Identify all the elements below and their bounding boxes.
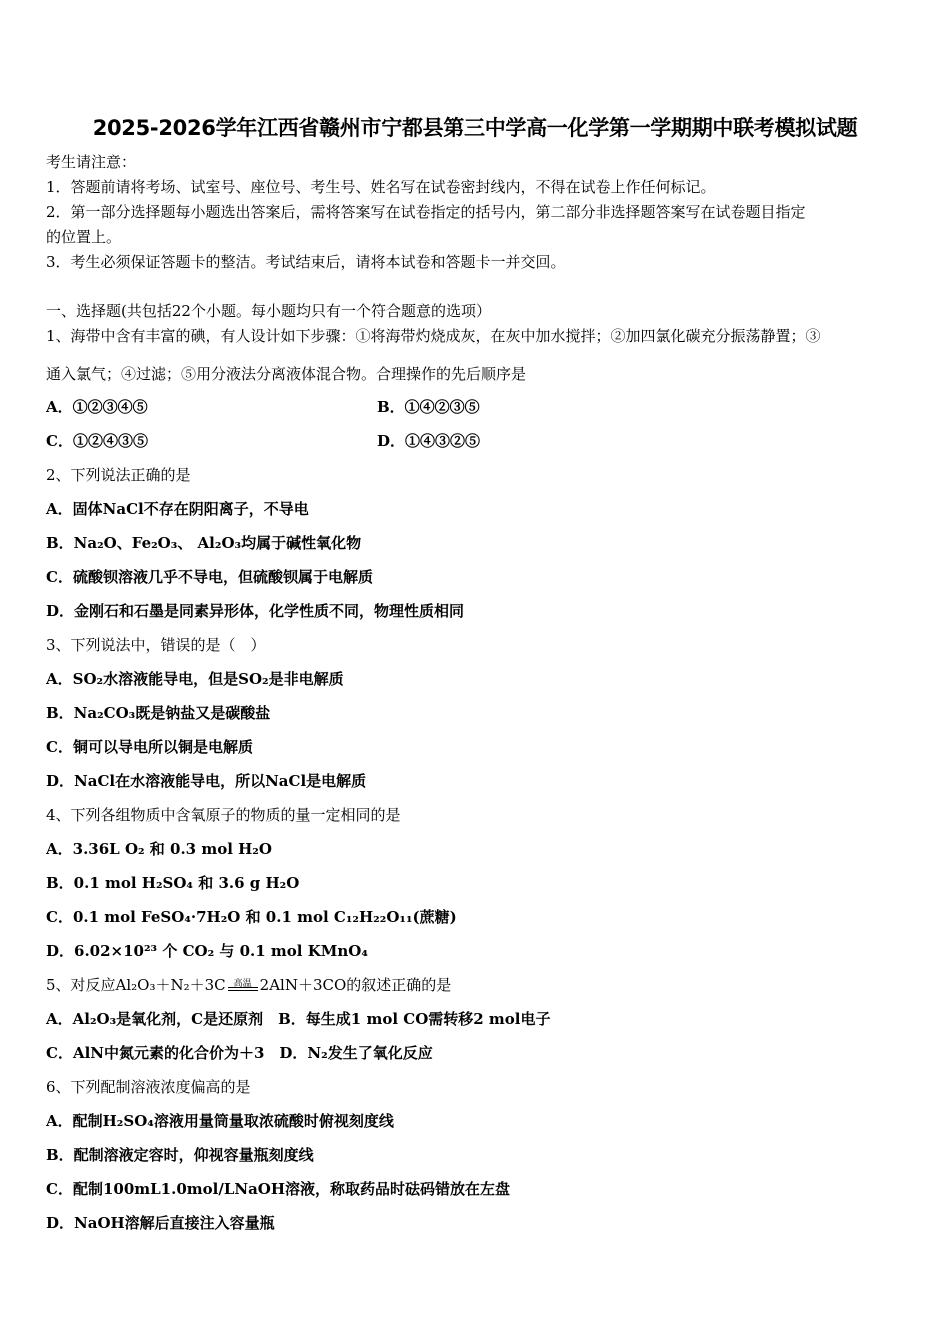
question-stem: 4、下列各组物质中含氧原子的物质的量一定相同的是 <box>46 806 401 824</box>
option-a: A．配制H₂SO₄溶液用量筒量取浓硫酸时俯视刻度线 <box>46 1112 394 1130</box>
option-b: B．配制溶液定容时，仰视容量瓶刻度线 <box>46 1146 314 1164</box>
option-d: D．6.02×10²³ 个 CO₂ 与 0.1 mol KMnO₄ <box>46 942 368 960</box>
option-a: A．SO₂水溶液能导电，但是SO₂是非电解质 <box>46 670 344 688</box>
question-stem: 通入氯气；④过滤；⑤用分液法分离液体混合物。合理操作的先后顺序是 <box>46 365 527 383</box>
option-c: C．0.1 mol FeSO₄·7H₂O 和 0.1 mol C₁₂H₂₂O₁₁(蔗糖) <box>46 908 457 926</box>
page-title: 2025-2026学年江西省赣州市宁都县第三中学高一化学第一学期期中联考模拟试题 <box>92 116 858 140</box>
option-b: B．0.1 mol H₂SO₄ 和 3.6 g H₂O <box>46 874 300 892</box>
option-c: C．配制100mL1.0mol/LNaOH溶液，称取药品时砝码错放在左盘 <box>46 1180 511 1198</box>
option-a: A．固体NaCl不存在阴阳离子，不导电 <box>46 500 309 518</box>
notice-item: 1．答题前请将考场、试室号、座位号、考生号、姓名写在试卷密封线内，不得在试卷上作任何标记。 <box>46 178 716 196</box>
option-c: C．铜可以导电所以铜是电解质 <box>46 738 253 756</box>
reaction-reactants: 5、对反应Al₂O₃＋N₂＋3C <box>46 976 226 994</box>
option-a: A．①②③④⑤ <box>46 398 148 416</box>
notice-heading: 考生请注意： <box>46 153 137 171</box>
notice-item: 3．考生必须保证答题卡的整洁。考试结束后，请将本试卷和答题卡一并交回。 <box>46 253 566 271</box>
section-heading: 一、选择题(共包括22个小题。每小题均只有一个符合题意的选项） <box>46 302 491 320</box>
option-c: C．①②④③⑤ <box>46 432 148 450</box>
option-b: B．①④②③⑤ <box>377 398 480 416</box>
option-d: D．金刚石和石墨是同素异形体，化学性质不同，物理性质相同 <box>46 602 465 620</box>
question-stem: 3、下列说法中，错误的是（ ） <box>46 636 266 654</box>
option-a-b: A．Al₂O₃是氧化剂，C是还原剂 B．每生成1 mol CO需转移2 mol电子 <box>46 1010 551 1028</box>
notice-item: 2．第一部分选择题每小题选出答案后，需将答案写在试卷指定的括号内，第二部分非选择题答案写在试卷题目指定 <box>46 203 806 221</box>
reaction-condition: 高温 <box>233 979 252 989</box>
question-stem: 1、海带中含有丰富的碘，有人设计如下步骤：①将海带灼烧成灰，在灰中加水搅拌；②加四氯化碳充分振荡静置；③ <box>46 327 821 345</box>
option-c: C．硫酸钡溶液几乎不导电，但硫酸钡属于电解质 <box>46 568 373 586</box>
option-b: B．Na₂CO₃既是钠盐又是碳酸盐 <box>46 704 271 722</box>
question-stem: 6、下列配制溶液浓度偏高的是 <box>46 1078 251 1096</box>
option-d: D．NaCl在水溶液能导电，所以NaCl是电解质 <box>46 772 367 790</box>
question-stem <box>46 975 451 995</box>
option-c-d: C．AlN中氮元素的化合价为＋3 D．N₂发生了氧化反应 <box>46 1044 433 1062</box>
question-stem: 2、下列说法正确的是 <box>46 466 191 484</box>
option-a: A．3.36L O₂ 和 0.3 mol H₂O <box>46 840 272 858</box>
notice-item: 的位置上。 <box>46 228 122 246</box>
reaction-products: 2AlN＋3CO的叙述正确的是 <box>259 976 452 994</box>
option-d: D．NaOH溶解后直接注入容量瓶 <box>46 1214 275 1232</box>
reaction-arrow <box>226 978 260 994</box>
option-d: D．①④③②⑤ <box>377 432 481 450</box>
option-b: B．Na₂O、Fe₂O₃、 Al₂O₃均属于碱性氧化物 <box>46 534 362 552</box>
